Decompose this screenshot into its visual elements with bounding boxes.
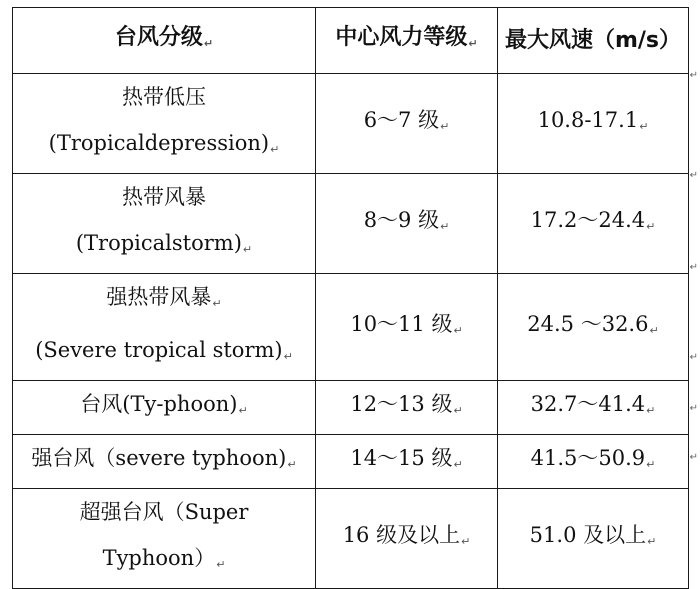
cell-level: 强热带风暴↵ (Severe tropical storm)↵ (13, 274, 316, 381)
paragraph-mark-icon: ↵ (453, 404, 463, 417)
cell-level: 强台风（severe typhoon)↵ (13, 435, 316, 489)
row-end-mark-icon: ↵ (689, 452, 698, 463)
paragraph-mark-icon: ↵ (639, 120, 649, 133)
table-row (13, 174, 689, 274)
row-end-mark-icon: ↵ (689, 403, 698, 414)
cell-force: 6～7 级↵ (316, 74, 498, 174)
table-row (13, 489, 689, 589)
paragraph-mark-icon: ↵ (238, 404, 248, 417)
cell-force: 16 级及以上↵ (316, 489, 498, 589)
paragraph-mark-icon: ↵ (453, 458, 463, 471)
paragraph-mark-icon: ↵ (440, 120, 450, 133)
paragraph-mark-icon: ↵ (646, 220, 656, 233)
paragraph-mark-icon: ↵ (440, 220, 450, 233)
table-row (13, 381, 689, 435)
table-row (13, 435, 689, 489)
row-end-mark-icon: ↵ (689, 352, 698, 363)
header-speed: 最大风速（m/s） (498, 8, 689, 74)
paragraph-mark-icon: ↵ (212, 297, 222, 310)
paragraph-mark-icon: ↵ (283, 350, 293, 363)
paragraph-mark-icon: ↵ (461, 535, 471, 548)
table-row (13, 274, 689, 381)
paragraph-mark-icon: ↵ (270, 143, 280, 156)
paragraph-mark-icon: ↵ (216, 558, 226, 571)
cell-speed: 24.5 ～32.6↵ (498, 274, 689, 381)
paragraph-mark-icon: ↵ (649, 323, 659, 337)
cell-level: 热带低压 (Tropicaldepression)↵ (13, 74, 316, 174)
cell-force: 10～11 级↵ (316, 274, 498, 381)
paragraph-mark-icon: ↵ (242, 243, 253, 256)
cell-speed: 51.0 及以上↵ (498, 489, 689, 589)
paragraph-mark-icon: ↵ (203, 36, 214, 50)
table-row (13, 74, 689, 174)
row-end-mark-icon: ↵ (689, 70, 698, 81)
cell-force: 12～13 级↵ (316, 381, 498, 435)
cell-level: 热带风暴 (Tropicalstorm)↵ (13, 174, 316, 274)
cell-level: 超强台风（Super Typhoon）↵ (13, 489, 316, 589)
paragraph-mark-icon: ↵ (468, 36, 478, 50)
typhoon-classification-table (12, 7, 689, 589)
header-level: 台风分级↵ (13, 8, 316, 74)
table-header-row (13, 8, 689, 74)
cell-speed: 32.7～41.4↵ (498, 381, 689, 435)
cell-speed: 41.5～50.9↵ (498, 435, 689, 489)
typhoon-classification-table-container (12, 7, 688, 589)
paragraph-mark-icon: ↵ (647, 535, 657, 548)
cell-force: 8～9 级↵ (316, 174, 498, 274)
paragraph-mark-icon: ↵ (646, 404, 656, 417)
cell-level: 台风(Ty-phoon)↵ (13, 381, 316, 435)
paragraph-mark-icon: ↵ (646, 458, 656, 471)
row-end-mark-icon: ↵ (689, 262, 698, 273)
paragraph-mark-icon: ↵ (287, 458, 297, 471)
header-force: 中心风力等级↵ (316, 8, 498, 74)
cell-speed: 10.8-17.1↵ (498, 74, 689, 174)
cell-speed: 17.2～24.4↵ (498, 174, 689, 274)
paragraph-mark-icon: ↵ (453, 323, 463, 337)
cell-force: 14～15 级↵ (316, 435, 498, 489)
row-end-mark-icon: ↵ (689, 170, 698, 181)
